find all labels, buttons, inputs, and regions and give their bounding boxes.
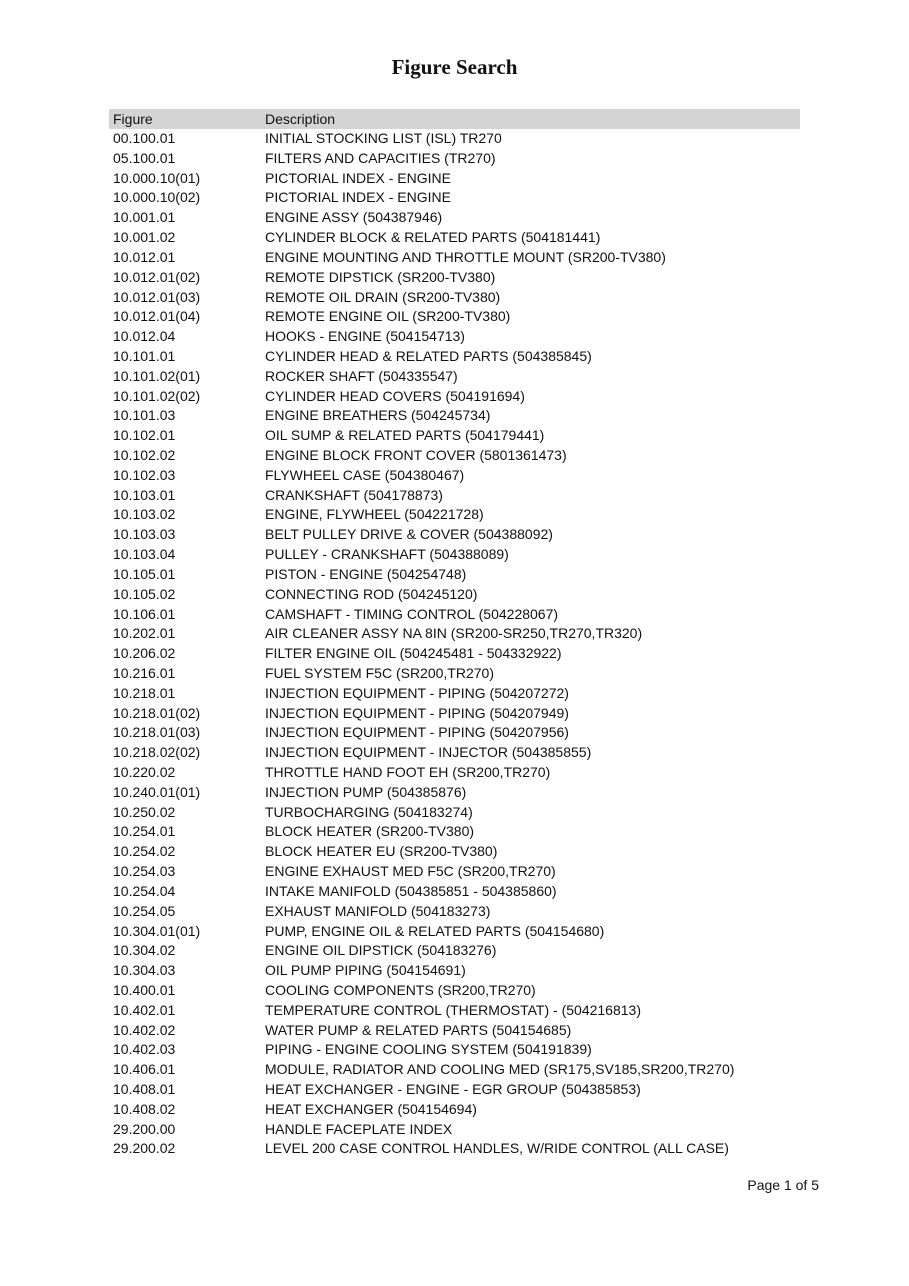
figure-description: CYLINDER HEAD & RELATED PARTS (504385845): [265, 347, 592, 364]
table-row[interactable]: [109, 505, 800, 525]
table-row[interactable]: [109, 585, 800, 605]
figure-description: TEMPERATURE CONTROL (THERMOSTAT) - (504216813): [265, 1001, 641, 1018]
figure-description: ENGINE ASSY (504387946): [265, 209, 443, 226]
figure-number: 10.400.01: [113, 981, 176, 998]
page-number: Page 1 of 5: [747, 1177, 819, 1193]
figure-number: 29.200.00: [113, 1120, 176, 1137]
figure-description: PULLEY - CRANKSHAFT (504388089): [265, 546, 509, 563]
table-row[interactable]: [109, 545, 800, 565]
table-row[interactable]: [109, 961, 800, 981]
table-row[interactable]: [109, 288, 800, 308]
figure-number: 10.001.02: [113, 229, 176, 246]
figure-number: 10.102.03: [113, 466, 176, 483]
table-row[interactable]: [109, 466, 800, 486]
table-row[interactable]: [109, 803, 800, 823]
figure-number: 10.218.01(03): [113, 724, 201, 741]
figure-description: REMOTE ENGINE OIL (SR200-TV380): [265, 308, 511, 325]
figure-number: 10.240.01(01): [113, 783, 201, 800]
table-row[interactable]: [109, 149, 800, 169]
figure-description: FILTER ENGINE OIL (504245481 - 504332922): [265, 645, 562, 662]
figure-number: 10.012.01(03): [113, 288, 201, 305]
figure-number: 10.220.02: [113, 764, 176, 780]
table-row[interactable]: [109, 426, 800, 446]
table-row[interactable]: [109, 565, 800, 585]
figure-number: 10.402.01: [113, 1001, 176, 1018]
figure-number: 10.012.04: [113, 328, 176, 345]
table-row[interactable]: [109, 842, 800, 862]
figure-number: 10.206.02: [113, 645, 176, 662]
figure-description: INJECTION EQUIPMENT - PIPING (504207272): [265, 684, 569, 701]
figure-number: 10.012.01(04): [113, 308, 201, 325]
table-row[interactable]: [109, 307, 800, 327]
figure-description: INJECTION EQUIPMENT - PIPING (504207949): [265, 704, 569, 721]
table-row[interactable]: [109, 664, 800, 684]
figure-number: 10.101.03: [113, 407, 176, 424]
figure-number: 10.000.10(01): [113, 169, 201, 186]
figure-description: LEVEL 200 CASE CONTROL HANDLES, W/RIDE CONTROL (ALL CASE): [265, 1140, 729, 1157]
table-row[interactable]: [109, 268, 800, 288]
table-body: [109, 129, 800, 1159]
table-row[interactable]: [109, 704, 800, 724]
figure-description: BLOCK HEATER (SR200-TV380): [265, 823, 475, 840]
figure-description: TURBOCHARGING (504183274): [265, 803, 473, 820]
figure-number: 10.402.02: [113, 1021, 176, 1038]
table-row[interactable]: [109, 1040, 800, 1060]
table-row[interactable]: [109, 248, 800, 268]
figure-description: PUMP, ENGINE OIL & RELATED PARTS (504154680): [265, 922, 605, 939]
figure-number: 10.254.03: [113, 863, 176, 880]
figure-number: 29.200.02: [113, 1140, 176, 1157]
table-row[interactable]: [109, 624, 800, 644]
table-row[interactable]: [109, 922, 800, 942]
figure-number: 10.101.02(01): [113, 367, 201, 384]
figure-number: 10.254.05: [113, 902, 176, 919]
figure-description: INJECTION EQUIPMENT - PIPING (504207956): [265, 724, 569, 741]
table-row[interactable]: [109, 1100, 800, 1120]
table-row[interactable]: [109, 743, 800, 763]
table-header: [109, 109, 800, 129]
figure-number: 10.012.01: [113, 248, 176, 265]
figure-description: THROTTLE HAND FOOT EH (SR200,TR270): [265, 764, 551, 780]
figure-number: 10.218.01(02): [113, 704, 201, 721]
table-row[interactable]: [109, 684, 800, 704]
figure-description: PICTORIAL INDEX - ENGINE: [265, 169, 451, 186]
figure-description: CYLINDER BLOCK & RELATED PARTS (504181441): [265, 229, 601, 246]
table-row[interactable]: [109, 406, 800, 426]
figure-description: INTAKE MANIFOLD (504385851 - 504385860): [265, 882, 557, 899]
figure-number: 10.408.02: [113, 1100, 176, 1117]
figure-number: 10.101.02(02): [113, 387, 201, 404]
figure-description: AIR CLEANER ASSY NA 8IN (SR200-SR250,TR270,TR320): [265, 625, 643, 642]
figure-description: WATER PUMP & RELATED PARTS (504154685): [265, 1021, 572, 1038]
figure-number: 10.254.01: [113, 823, 176, 840]
figure-description: CAMSHAFT - TIMING CONTROL (504228067): [265, 605, 559, 622]
figure-number: 10.304.03: [113, 962, 176, 979]
figure-number: 10.105.01: [113, 565, 176, 582]
figure-description: ENGINE BLOCK FRONT COVER (5801361473): [265, 447, 567, 463]
figure-description: HEAT EXCHANGER (504154694): [265, 1100, 477, 1117]
table-row[interactable]: [109, 1139, 800, 1159]
figure-description: CONNECTING ROD (504245120): [265, 585, 478, 602]
figure-description: ENGINE, FLYWHEEL (504221728): [265, 506, 484, 523]
figure-description: BELT PULLEY DRIVE & COVER (504388092): [265, 526, 553, 543]
figure-description: COOLING COMPONENTS (SR200,TR270): [265, 981, 536, 998]
table-row[interactable]: [109, 367, 800, 387]
figure-description: BLOCK HEATER EU (SR200-TV380): [265, 843, 498, 860]
figure-description: INJECTION PUMP (504385876): [265, 783, 467, 800]
table-row[interactable]: [109, 347, 800, 367]
table-row[interactable]: [109, 882, 800, 902]
figure-number: 10.105.02: [113, 585, 176, 602]
table-row[interactable]: [109, 902, 800, 922]
figure-description: ENGINE MOUNTING AND THROTTLE MOUNT (SR200-TV380): [265, 248, 666, 265]
table-row[interactable]: [109, 228, 800, 248]
figure-number: 10.012.01(02): [113, 268, 201, 285]
column-header-figure: Figure: [113, 111, 153, 127]
figure-number: 10.001.01: [113, 209, 176, 226]
table-row[interactable]: [109, 525, 800, 545]
table-row[interactable]: [109, 862, 800, 882]
table-row[interactable]: [109, 1021, 800, 1041]
figure-number: 10.000.10(02): [113, 189, 201, 206]
table-row[interactable]: [109, 981, 800, 1001]
table-row[interactable]: [109, 486, 800, 506]
table-row[interactable]: [109, 1060, 800, 1080]
table-row[interactable]: [109, 327, 800, 347]
figure-number: 10.102.01: [113, 427, 176, 444]
figure-description: FUEL SYSTEM F5C (SR200,TR270): [265, 664, 494, 681]
table-row[interactable]: [109, 129, 800, 149]
figure-description: INJECTION EQUIPMENT - INJECTOR (504385855): [265, 744, 592, 761]
table-row[interactable]: [109, 605, 800, 625]
figure-number: 10.103.02: [113, 506, 176, 523]
figure-description: PISTON - ENGINE (504254748): [265, 565, 467, 582]
table-row[interactable]: [109, 783, 800, 803]
figure-number: 10.254.04: [113, 882, 176, 899]
figure-description: PIPING - ENGINE COOLING SYSTEM (504191839): [265, 1041, 592, 1058]
figure-number: 10.103.03: [113, 526, 176, 543]
figure-description: OIL SUMP & RELATED PARTS (504179441): [265, 427, 545, 444]
figure-description: PICTORIAL INDEX - ENGINE: [265, 189, 451, 206]
figure-description: REMOTE OIL DRAIN (SR200-TV380): [265, 288, 501, 305]
table-row[interactable]: [109, 1120, 800, 1140]
table-row[interactable]: [109, 1080, 800, 1100]
figure-description: INITIAL STOCKING LIST (ISL) TR270: [265, 130, 502, 146]
figure-description: OIL PUMP PIPING (504154691): [265, 962, 466, 979]
table-row[interactable]: [109, 723, 800, 743]
table-row[interactable]: [109, 387, 800, 407]
table-row[interactable]: [109, 1001, 800, 1021]
figure-number: 10.304.02: [113, 942, 176, 959]
figure-description: ENGINE EXHAUST MED F5C (SR200,TR270): [265, 863, 556, 880]
table-row[interactable]: [109, 188, 800, 208]
figure-number: 05.100.01: [113, 149, 176, 166]
figure-number: 10.304.01(01): [113, 922, 201, 939]
figure-description: ROCKER SHAFT (504335547): [265, 367, 458, 384]
table-row[interactable]: [109, 941, 800, 961]
figure-description: CRANKSHAFT (504178873): [265, 486, 443, 503]
figure-table: [109, 109, 800, 1159]
figure-description: HANDLE FACEPLATE INDEX: [265, 1120, 453, 1137]
table-row[interactable]: [109, 169, 800, 189]
figure-number: 10.406.01: [113, 1061, 176, 1078]
figure-description: CYLINDER HEAD COVERS (504191694): [265, 387, 525, 404]
figure-description: MODULE, RADIATOR AND COOLING MED (SR175,SV185,SR200,TR270): [265, 1061, 735, 1078]
figure-number: 10.218.02(02): [113, 744, 201, 761]
column-header-description: Description: [265, 111, 336, 127]
figure-description: HEAT EXCHANGER - ENGINE - EGR GROUP (504385853): [265, 1081, 641, 1097]
figure-number: 10.408.01: [113, 1081, 176, 1097]
table-row[interactable]: [109, 446, 800, 466]
figure-description: EXHAUST MANIFOLD (504183273): [265, 902, 491, 919]
figure-number: 10.103.04: [113, 546, 176, 563]
figure-number: 10.106.01: [113, 605, 176, 622]
table-row[interactable]: [109, 644, 800, 664]
figure-number: 10.402.03: [113, 1041, 176, 1058]
figure-number: 10.250.02: [113, 803, 176, 820]
figure-number: 10.103.01: [113, 486, 176, 503]
figure-description: FILTERS AND CAPACITIES (TR270): [265, 149, 496, 166]
table-row[interactable]: [109, 208, 800, 228]
page-title: Figure Search: [391, 55, 518, 79]
figure-number: 10.202.01: [113, 625, 176, 642]
figure-number: 00.100.01: [113, 130, 176, 146]
figure-number: 10.218.01: [113, 684, 176, 701]
figure-description: ENGINE OIL DIPSTICK (504183276): [265, 942, 497, 959]
figure-description: HOOKS - ENGINE (504154713): [265, 328, 465, 345]
figure-description: ENGINE BREATHERS (504245734): [265, 407, 491, 424]
figure-number: 10.254.02: [113, 843, 176, 860]
table-row[interactable]: [109, 822, 800, 842]
figure-number: 10.102.02: [113, 447, 176, 463]
figure-description: REMOTE DIPSTICK (SR200-TV380): [265, 268, 496, 285]
figure-description: FLYWHEEL CASE (504380467): [265, 466, 465, 483]
figure-number: 10.101.01: [113, 347, 176, 364]
figure-number: 10.216.01: [113, 664, 176, 681]
table-row[interactable]: [109, 763, 800, 783]
